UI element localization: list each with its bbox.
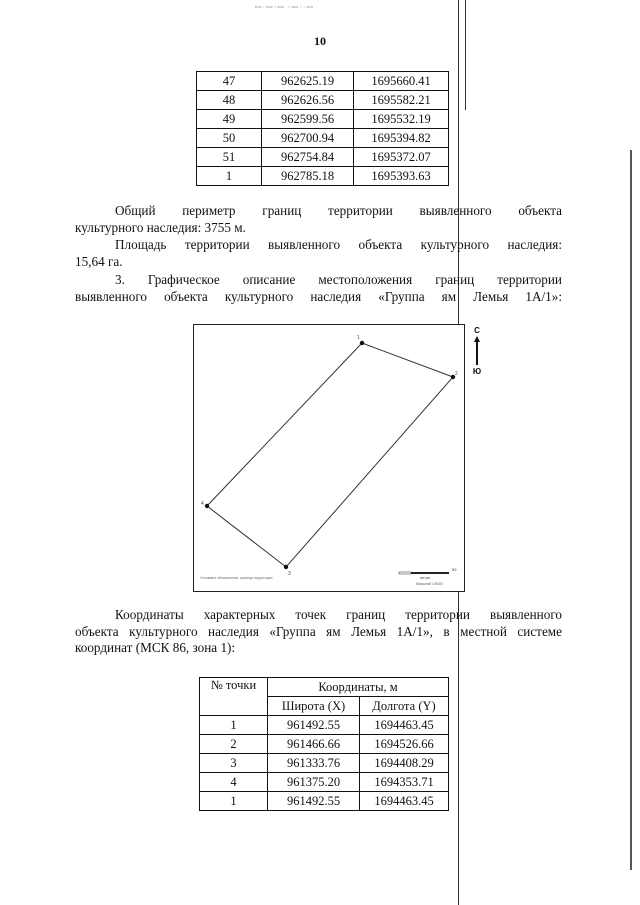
scan-artifact: ꟷ·ꟷ·ꟷ ·ꟷ··ꟷ: [255, 3, 314, 12]
page-number: 10: [314, 34, 326, 48]
north-label: С: [474, 326, 480, 335]
boundary-map-svg: [194, 325, 464, 591]
text-line: 3. Графическое описание местоположения границ территории: [115, 272, 562, 287]
point-label: 2: [455, 371, 458, 377]
table-row: 1 962785.18 1695393.63: [197, 167, 449, 186]
table-row: 49 962599.56 1695532.19: [197, 110, 449, 129]
table-row: 3 961333.76 1694408.29: [200, 754, 449, 773]
header-coordinates: Координаты, м: [268, 678, 449, 697]
text-line: Площадь территории выявленного объекта культурного наследия:: [115, 237, 562, 252]
north-arrow: [470, 326, 484, 382]
table-row: 50 962700.94 1695394.82: [197, 129, 449, 148]
point-label: 4: [201, 501, 204, 507]
table-row: 1 961492.55 1694463.45: [200, 792, 449, 811]
text-line: культурного наследия: 3755 м.: [75, 219, 246, 235]
area-paragraph: [75, 237, 562, 270]
table-row: 48 962626.56 1695582.21: [197, 91, 449, 110]
header-longitude: Долгота (Y): [360, 697, 449, 716]
scale-bar: [399, 567, 457, 586]
text-line: Общий периметр границ территории выявленного объекта: [115, 203, 562, 218]
text-line: Координаты характерных точек границ территории выявленного: [115, 607, 562, 622]
table-row: 47 962625.19 1695660.41: [197, 72, 449, 91]
boundary-point: [284, 565, 288, 569]
territory-boundary: [207, 343, 453, 567]
scale-label: 50: [452, 567, 457, 572]
coordinates-table: [199, 677, 449, 811]
boundary-point: [205, 504, 209, 508]
scan-vertical-line: [465, 0, 466, 110]
coordinates-intro-paragraph: [75, 607, 562, 657]
text-line: координат (МСК 86, зона 1):: [75, 640, 236, 655]
section-3-heading: [75, 272, 562, 305]
south-label: Ю: [472, 367, 482, 376]
header-latitude: Широта (X): [268, 697, 360, 716]
table-row: 4 961375.20 1694353.71: [200, 773, 449, 792]
table-row: 1 961492.55 1694463.45: [200, 716, 449, 735]
table-row: 2 961466.66 1694526.66: [200, 735, 449, 754]
legend-note: Условные обозначения: граница территории: [200, 576, 273, 580]
text-line: выявленного объекта культурного наследия «Группа ям Лемья 1А/1»:: [75, 288, 562, 304]
text-line: 15,64 га.: [75, 253, 123, 269]
scale-unit: метры: [420, 576, 431, 580]
scale-note: Масштаб 1:5000: [416, 582, 443, 586]
table-header-row: [200, 678, 449, 697]
arrow-shaft: [476, 341, 478, 365]
perimeter-paragraph: [75, 203, 562, 236]
scan-edge-line: [630, 150, 632, 870]
point-label: 1: [357, 335, 360, 341]
header-point-number: № точки: [200, 678, 268, 716]
boundary-point: [360, 341, 364, 345]
coordinates-table-continued: [196, 71, 449, 186]
table-row: 51 962754.84 1695372.07: [197, 148, 449, 167]
boundary-map: [193, 324, 465, 592]
point-label: 3: [288, 571, 291, 577]
text-line: объекта культурного наследия «Группа ям Лемья 1А/1», в местной системе: [75, 623, 562, 639]
